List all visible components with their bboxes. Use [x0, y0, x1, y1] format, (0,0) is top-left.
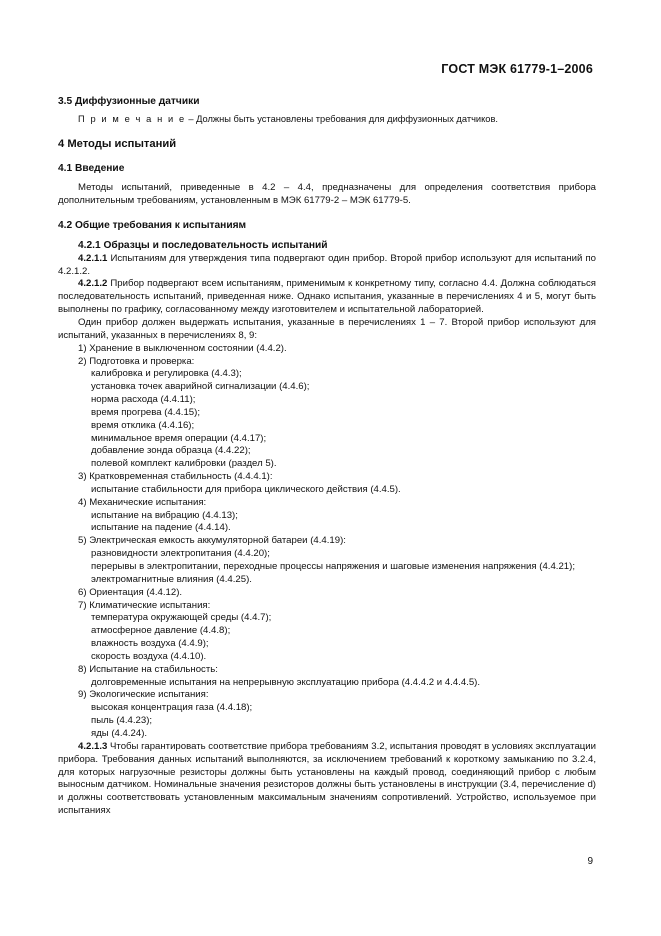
list-subitem: минимальное время операции (4.4.17); [91, 432, 267, 444]
list-subitem: влажность воздуха (4.4.9); [91, 638, 209, 650]
page-number: 9 [587, 856, 593, 867]
section-4-2-1-title: 4.2.1 Образцы и последовательность испытаний [78, 239, 328, 251]
list-item-3: 3) Кратковременная стабильность (4.4.4.1): [78, 471, 273, 483]
list-subitem: добавление зонда образца (4.4.22); [91, 445, 251, 457]
section-4-2-title: 4.2 Общие требования к испытаниям [58, 220, 247, 232]
paragraph-4-2-1-1-number: 4.2.1.1 [78, 252, 108, 264]
list-subitem: калибровка и регулировка (4.4.3); [91, 368, 242, 380]
list-subitem: высокая концентрация газа (4.4.18); [91, 702, 253, 714]
note [58, 113, 596, 126]
list-item-5: 5) Электрическая емкость аккумуляторной батареи (4.4.19): [78, 535, 346, 547]
test-sequence-list [58, 343, 596, 741]
list-item-4: 4) Механические испытания: [78, 496, 207, 508]
section-3-5-title: 3.5 Диффузионные датчики [58, 96, 200, 107]
list-subitem: испытание на падение (4.4.14). [91, 522, 231, 534]
list-subitem: электромагнитные влияния (4.4.25). [91, 573, 252, 585]
list-subitem: пыль (4.4.23); [91, 715, 153, 727]
list-subitem: время отклика (4.4.16); [91, 419, 195, 431]
document-code: ГОСТ МЭК 61779-1–2006 [441, 62, 593, 76]
list-subitem: разновидности электропитания (4.4.20); [91, 548, 270, 560]
section-4-1-text: Методы испытаний, приведенные в 4.2 – 4.4, предназначены для определения соответствия прибора дополнительным требованиям, установленным в МЭК 61779-2 – МЭК 61779-5. [58, 182, 596, 207]
paragraph-4-2-1-2-text: Прибор подвергают всем испытаниям, применимым к конкретному типу, согласно 4.4. Должна соблюдаться последовательность испытаний, приведенная ниже. Однако испытания, указанные в перечислениях 4 и 5, могут быть выполнены по графику, согласованному между изготовителем и испытательной лабораторией. [58, 278, 596, 316]
list-subitem: яды (4.4.24). [91, 727, 148, 739]
list-subitem: установка точек аварийной сигнализации (4.4.6); [91, 381, 310, 393]
list-subitem: атмосферное давление (4.4.8); [91, 625, 231, 637]
paragraph-4-2-1-2-number: 4.2.1.2 [78, 278, 108, 290]
list-subitem: испытание стабильности для прибора циклического действия (4.4.5). [91, 483, 401, 495]
section-4-1-title: 4.1 Введение [58, 162, 125, 174]
list-item-2: 2) Подготовка и проверка: [78, 355, 195, 367]
paragraph-4-2-1-1-text: Испытаниям для утверждения типа подвергают один прибор. Второй прибор используют для испытаний по 4.2.1.2. [58, 252, 596, 277]
list-subitem: время прогрева (4.4.15); [91, 406, 200, 418]
list-item-1: 1) Хранение в выключенном состоянии (4.4.2). [78, 342, 287, 354]
list-subitem: скорость воздуха (4.4.10). [91, 650, 207, 662]
paragraph-4-2-1-2 [58, 278, 596, 317]
list-subitem: полевой комплект калибровки (раздел 5). [91, 458, 277, 470]
list-item-7: 7) Климатические испытания: [78, 599, 211, 611]
paragraph-4-2-1-3 [58, 741, 596, 818]
list-subitem: температура окружающей среды (4.4.7); [91, 612, 272, 624]
list-subitem: испытание на вибрацию (4.4.13); [91, 509, 238, 521]
document-body [58, 96, 596, 818]
note-label: П р и м е ч а н и е [78, 113, 186, 124]
paragraph-4-2-1-3-text: Чтобы гарантировать соответствие прибора требованиям 3.2, испытания проводят в условиях эксплуатации прибора. Требования данных испытаний выполняются, за исключением требований к короткому замыканию по 3.2.4, для которых нагрузочные резисторы должны быть установлены на каждый провод, соединяющий прибор с любым выносным датчиком. Номинальные значения резисторов должны быть установлены в инструкции (3.4, перечисление d) и должны соответствовать установленным максимальным значениям сопротивлений. Устройство, используемое при испытаниях [58, 740, 596, 817]
list-item-8: 8) Испытание на стабильность: [78, 663, 218, 675]
paragraph-one-device: Один прибор должен выдержать испытания, указанные в перечислениях 1 – 7. Второй прибор используют для испытаний, указанных в перечислениях 8, 9: [58, 316, 596, 341]
list-item-6: 6) Ориентация (4.4.12). [78, 586, 183, 598]
list-item-9: 9) Экологические испытания: [78, 689, 209, 701]
list-subitem: перерывы в электропитании, переходные процессы напряжения и шаговые изменения напряжения (4.4.21); [91, 561, 575, 572]
section-4-title: 4 Методы испытаний [58, 137, 177, 150]
list-subitem: норма расхода (4.4.11); [91, 394, 196, 406]
list-subitem: долговременные испытания на непрерывную эксплуатацию прибора (4.4.4.2 и 4.4.4.5). [91, 676, 481, 688]
paragraph-4-2-1-1 [58, 253, 596, 279]
note-text: – Должны быть установлены требования для диффузионных датчиков. [185, 113, 498, 124]
paragraph-4-2-1-3-number: 4.2.1.3 [78, 740, 108, 752]
